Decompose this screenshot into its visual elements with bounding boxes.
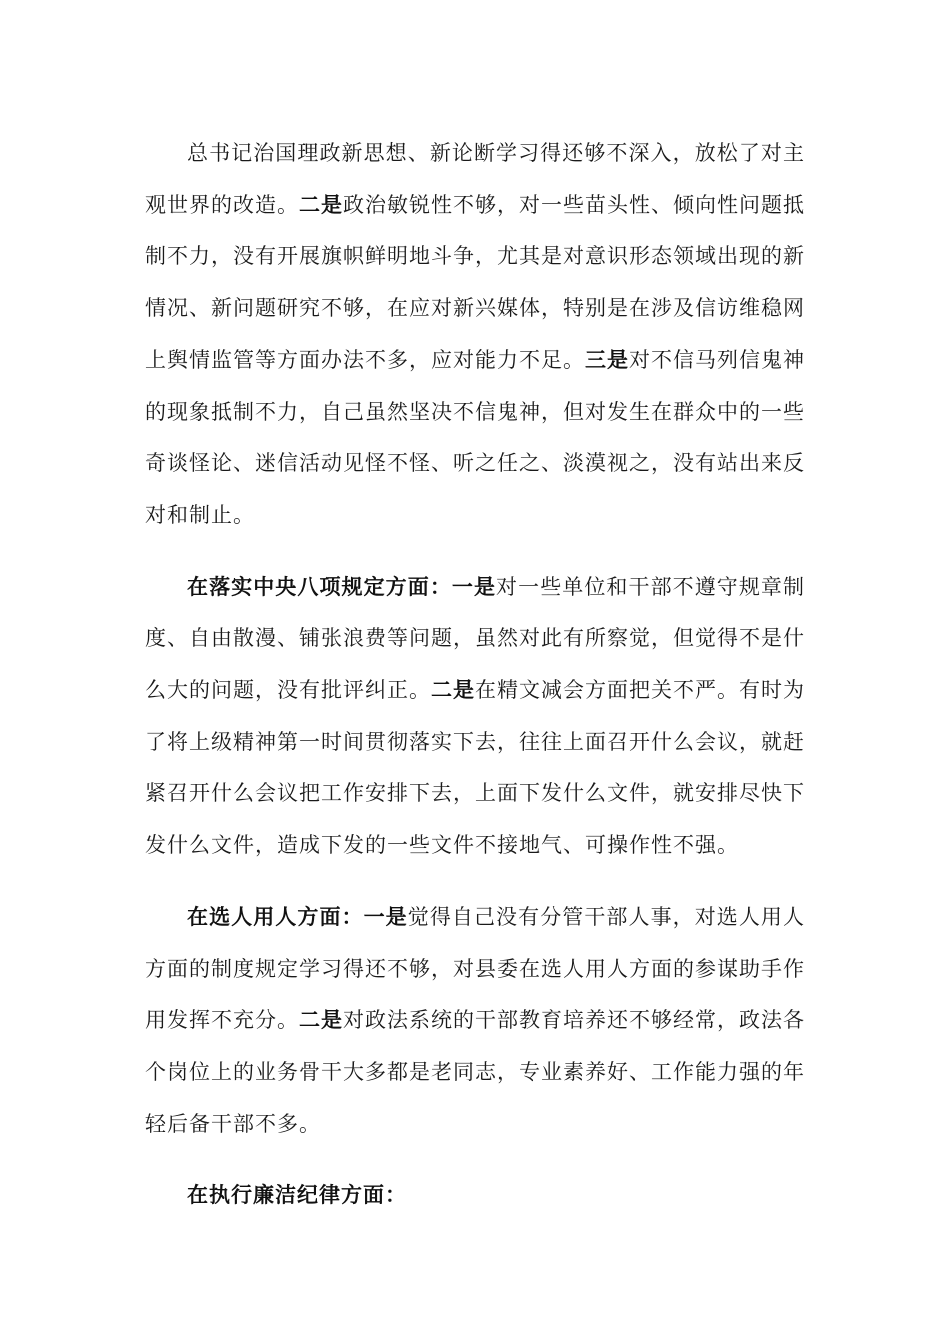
section-heading: 在执行廉洁纪律方面： (187, 1183, 407, 1208)
document-page (145, 128, 805, 1222)
text-run: 对政法系统的干部教育培养还不够经常，政法各个岗位上的业务骨干大多都是老同志，专业素养好、工作能力强的年轻后备干部不多。 (145, 1008, 805, 1136)
section-heading: 在选人用人方面： (187, 904, 364, 929)
text-run: 对一些单位和干部不遵守规章制度、自由散漫、铺张浪费等问题，虽然对此有所察觉，但觉得不是什么大的问题，没有批评纠正。 (145, 574, 806, 703)
paragraph-integrity-discipline (145, 1170, 805, 1222)
paragraph-eight-regulations (145, 562, 805, 872)
bold-marker: 三是 (585, 347, 629, 372)
paragraph-personnel-selection (145, 892, 805, 1151)
text-run: 总书记治国理政新思想、新论断学习得还够不深入，放松了对主观世界的改造。 (145, 141, 805, 217)
paragraph-political-discipline (145, 128, 805, 542)
bold-marker: 二是 (299, 192, 343, 217)
bold-marker: 一是 (451, 574, 497, 599)
section-heading: 在落实中央八项规定方面： (187, 574, 452, 599)
text-run: 政治敏锐性不够，对一些苗头性、倾向性问题抵制不力，没有开展旗帜鲜明地斗争，尤其是对意识形态领域出现的新情况、新问题研究不够，在应对新兴媒体，特别是在涉及信访维稳网上舆情监管等方面办法不多，应对能力不足。 (145, 192, 805, 372)
bold-marker: 二是 (431, 678, 475, 703)
text-run: 觉得自己没有分管干部人事，对选人用人方面的制度规定学习得还不够，对县委在选人用人方面的参谋助手作用发挥不充分。 (145, 904, 806, 1033)
bold-marker: 一是 (363, 904, 408, 929)
text-run: 在精文减会方面把关不严。有时为了将上级精神第一时间贯彻落实下去，往往上面召开什么会议，就赶紧召开什么会议把工作安排下去，上面下发什么文件，就安排尽快下发什么文件，造成下发的一些文件不接地气、可操作性不强。 (145, 678, 805, 858)
bold-marker: 二是 (299, 1008, 343, 1033)
text-run: 对不信马列信鬼神的现象抵制不力，自己虽然坚决不信鬼神，但对发生在群众中的一些奇谈怪论、迷信活动见怪不怪、听之任之、淡漠视之，没有站出来反对和制止。 (145, 347, 805, 527)
